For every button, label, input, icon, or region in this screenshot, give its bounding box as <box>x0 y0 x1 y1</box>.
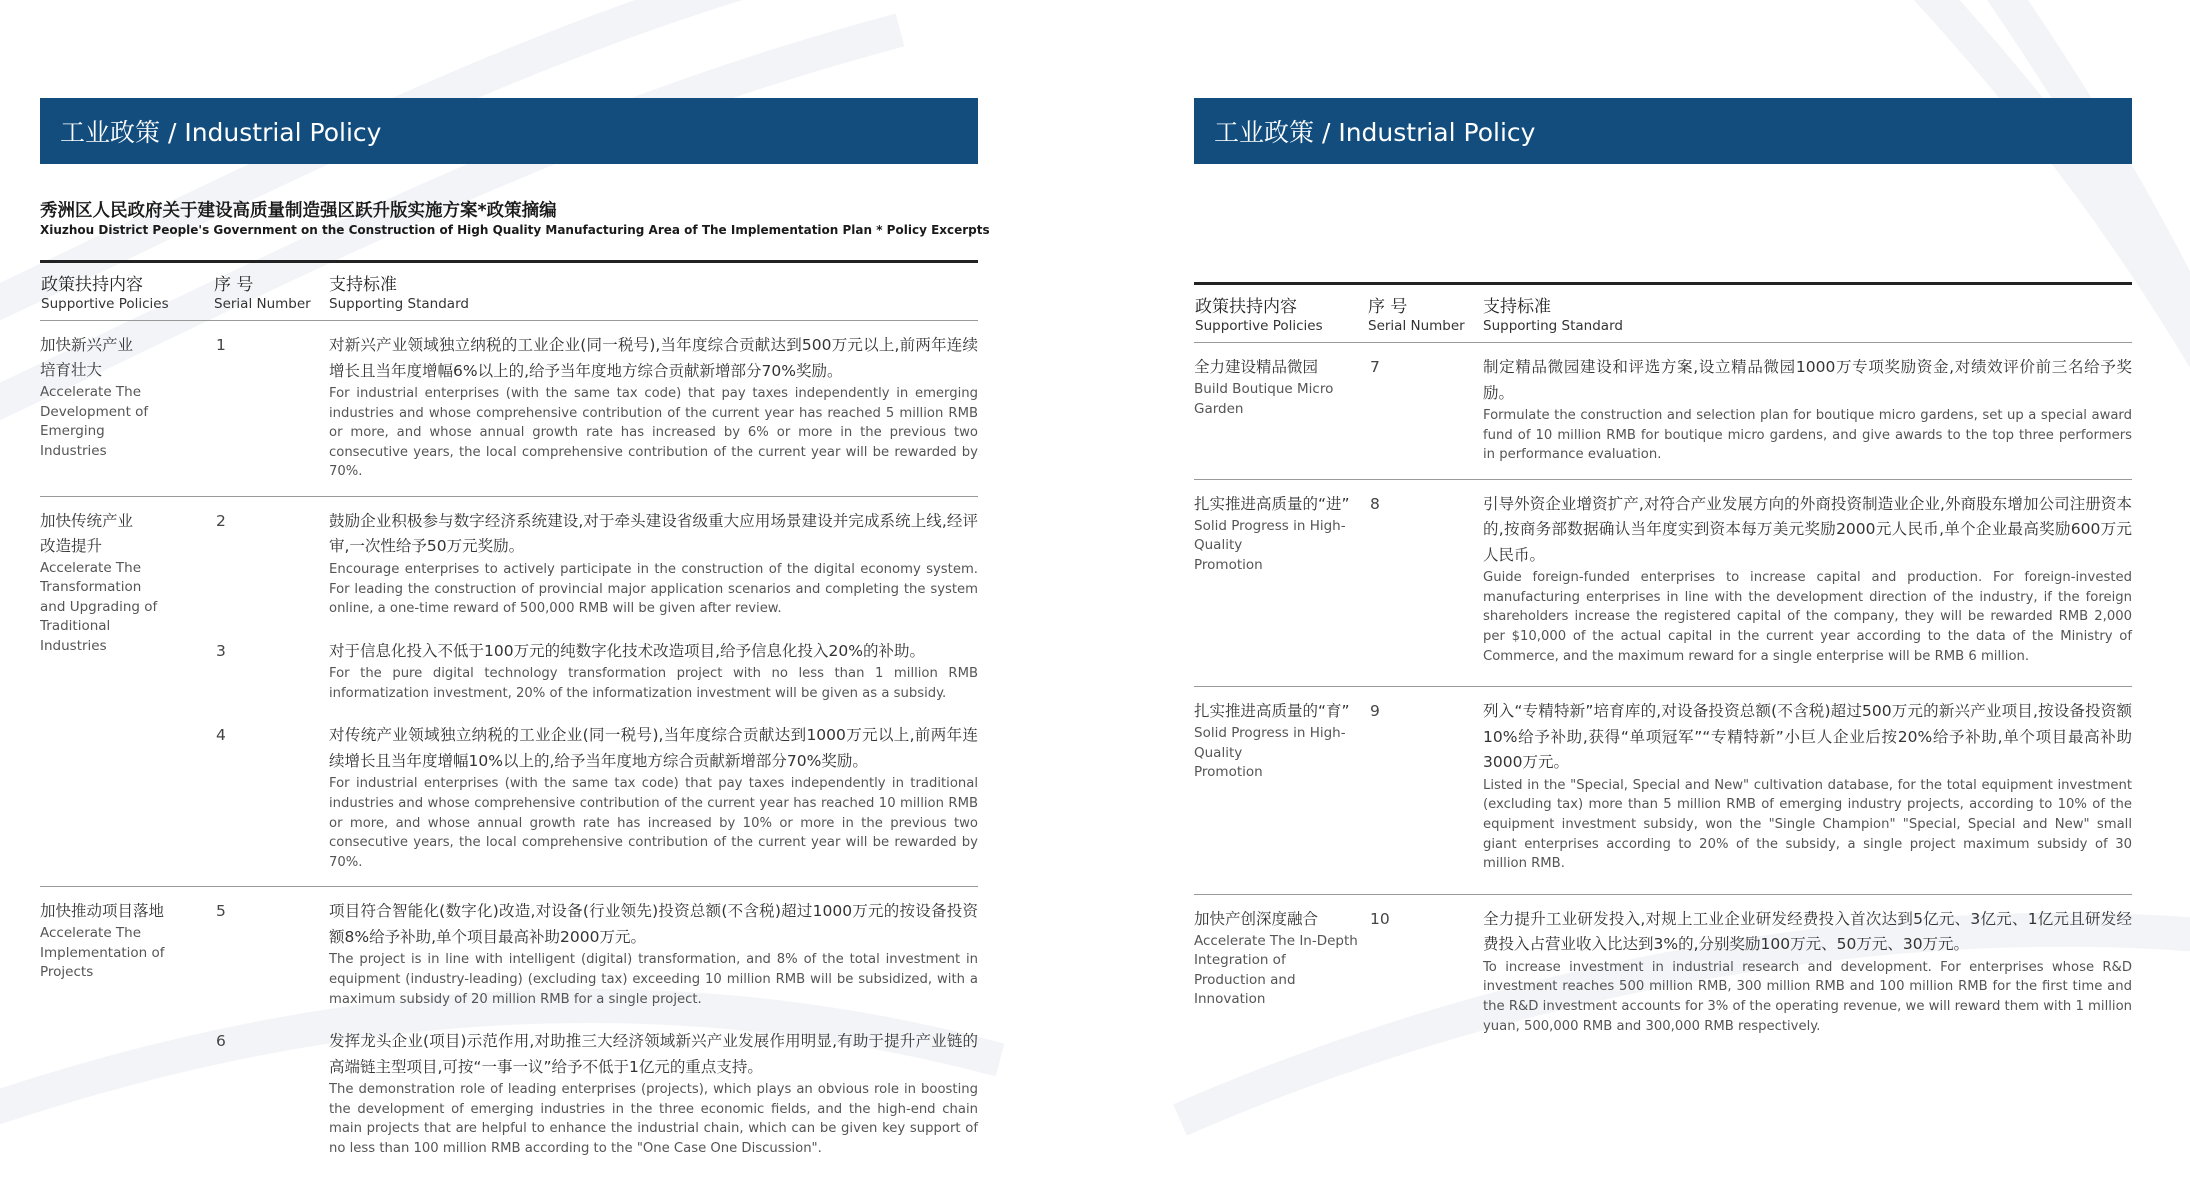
standard-text-cn: 对于信息化投入不低于100万元的纯数字化技术改造项目,给予信息化投入20%的补助。 <box>329 641 925 660</box>
left-page <box>40 98 990 1177</box>
table-header <box>1194 285 2132 343</box>
standard-text-cn: 鼓励企业积极参与数字经济系统建设,对于牵头建设省级重大应用场景建设并完成系统上线,经评审,一次性给予50万元奖励。 <box>329 511 978 556</box>
page-banner: 工业政策 / Industrial Policy <box>40 98 978 164</box>
standard-text-cn: 对传统产业领域独立纳税的工业企业(同一税号),当年度综合贡献达到1000万元以上,前两年连续增长且当年度增幅10%以上的,给予当年度地方综合贡献新增部分70%奖励。 <box>329 726 978 770</box>
serial-number: 7 <box>1370 358 1380 376</box>
standard-text-en: Guide foreign-funded enterprises to increase capital and production. For foreign-invested manufacturing enterprises in line with the development direction of the industry, if the foreign shareholders increase the registered capital of the company, they will be rewarded RMB 2,000 per $10,000 of the actual capital in the current year according to the data of the Ministry of Commerce, and the maximum reward for a single enterprise will be RMB 6 million. <box>1483 570 2132 664</box>
policy-item <box>214 887 978 1009</box>
policy-name-cn: 加快推动项目落地 <box>40 902 165 921</box>
policy-name-cn: 加快传统产业 改造提升 <box>40 511 134 555</box>
standard-text-en: To increase investment in industrial research and development. For enterprises whose R&D investment reaches 500 million RMB, 300 million RMB and 100 million RMB for the first time and the R&D investment accounts for 3% of the operating revenue, we will reward them with 1 million yuan, 500,000 RMB and 300,000 RMB respectively. <box>1483 959 2132 1034</box>
serial-number: 9 <box>1370 702 1380 721</box>
header-policy-en: Supportive Policies <box>41 296 169 312</box>
policy-group <box>1194 687 2132 894</box>
serial-number: 3 <box>216 641 226 660</box>
header-serial-en: Serial Number <box>214 296 311 312</box>
serial-number: 10 <box>1370 909 1390 928</box>
standard-text-cn: 列入“专精特新”培育库的,对设备投资总额(不含税)超过500万元的新兴产业项目,按设备投资额10%给予补助,获得“单项冠军”“专精特新”小巨人企业后按20%给予补助,单个项目最高补助3000万元。 <box>1483 702 2132 772</box>
policy-name-en: Accelerate The Development of Emerging Industries <box>40 384 149 459</box>
policy-group <box>40 321 978 497</box>
policy-item <box>214 703 978 872</box>
policy-group <box>1194 480 2132 687</box>
policy-item <box>1368 895 2132 1036</box>
header-standard-en: Supporting Standard <box>1483 318 1623 334</box>
policy-name-en: Solid Progress in High-Quality Promotion <box>1194 517 1346 573</box>
policy-name-cn: 全力建设精品微园 <box>1194 358 1319 376</box>
right-page <box>1194 98 2132 1050</box>
standard-text-cn: 对新兴产业领域独立纳税的工业企业(同一税号),当年度综合贡献达到500万元以上,前两年连续增长且当年度增幅6%以上的,给予当年度地方综合贡献新增部分70%奖励。 <box>329 336 978 380</box>
header-serial-cn: 序 号 <box>214 275 254 295</box>
policy-name-en: Accelerate The In-Depth Integration of Production and Innovation <box>1194 932 1358 1008</box>
standard-text-cn: 全力提升工业研发投入,对规上工业企业研发经费投入首次达到5亿元、3亿元、1亿元且研发经费投入占营业收入比达到3%的,分别奖励100万元、50万元、30万元。 <box>1483 909 2132 954</box>
serial-number: 2 <box>216 511 226 530</box>
policy-item <box>1368 480 2132 666</box>
standard-text-cn: 项目符合智能化(数字化)改造,对设备(行业领先)投资总额(不含税)超过1000万元的按设备投资额8%给予补助,单个项目最高补助2000万元。 <box>329 902 978 946</box>
policy-item <box>214 1009 978 1158</box>
policy-table-body <box>1194 343 2132 1050</box>
serial-number: 5 <box>216 902 226 921</box>
policy-item <box>214 497 978 619</box>
serial-number: 8 <box>1370 494 1380 513</box>
serial-number: 4 <box>216 726 226 745</box>
header-standard-cn: 支持标准 <box>329 275 397 295</box>
header-standard-cn: 支持标准 <box>1483 297 1551 317</box>
policy-name-cn: 加快新兴产业 培育壮大 <box>40 336 134 379</box>
policy-item <box>214 321 978 482</box>
standard-text-en: Listed in the "Special, Special and New" cultivation database, for the total equipment investment (excluding tax) more than 5 million RMB of emerging industry projects, according to 10% of the equipment investment subsidy, won the "Single Champion" "Special, Special and New" small giant enterprises according to 20% of the subsidy, a single project maximum subsidy of 30 million RMB. <box>1483 777 2132 872</box>
policy-group <box>40 497 978 887</box>
policy-name-en: Solid Progress in High-Quality Promotion <box>1194 725 1346 781</box>
standard-text-cn: 发挥龙头企业(项目)示范作用,对助推三大经济领域新兴产业发展作用明显,有助于提升产业链的高端链主型项目,可按“一事一议”给予不低于1亿元的重点支持。 <box>329 1032 978 1076</box>
policy-item <box>1368 343 2132 465</box>
standard-text-en: For industrial enterprises (with the same tax code) that pay taxes independently in emerging industries and whose comprehensive contribution of the current year has reached 5 million RMB or more, and whose annual growth rate has increased by 6% or more in the previous two consecutive years, the local comprehensive contribution of the current year will be rewarded by 70%. <box>329 386 978 480</box>
policy-name-en: Accelerate The Transformation and Upgrading of Traditional Industries <box>40 559 158 654</box>
standard-text-en: The project is in line with intelligent (digital) transformation, and 8% of the total investment in equipment (industry-leading) (excluding tax) exceeding 10 million RMB will be subsidized, with a maximum subsidy of 20 million RMB for a single project. <box>329 952 978 1007</box>
policy-name-cn: 扎实推进高质量的“进” <box>1194 494 1350 513</box>
standard-text-cn: 引导外资企业增资扩产,对符合产业发展方向的外商投资制造业企业,外商股东增加公司注册资本的,按商务部数据确认当年度实到资本每万美元奖励2000元人民币,单个企业最高奖励600万元人民币。 <box>1483 494 2132 564</box>
header-policy-cn: 政策扶持内容 <box>1195 297 1297 317</box>
standard-text-cn: 制定精品微园建设和评选方案,设立精品微园1000万专项奖励资金,对绩效评价前三名给予奖励。 <box>1483 358 2132 402</box>
page-banner: 工业政策 / Industrial Policy <box>1194 98 2132 164</box>
standard-text-en: Encourage enterprises to actively participate in the construction of the digital economy system. For leading the construction of provincial major application scenarios and completing the system online, a one-time reward of 500,000 RMB will be given after review. <box>329 561 978 617</box>
policy-name-en: Accelerate The Implementation of Projects <box>40 925 165 981</box>
header-policy-cn: 政策扶持内容 <box>41 275 143 295</box>
policy-group <box>40 887 978 1176</box>
policy-item <box>214 619 978 704</box>
header-standard-en: Supporting Standard <box>329 296 469 312</box>
serial-number: 1 <box>216 336 226 354</box>
document-title-en: Xiuzhou District People's Government on the Construction of High Quality Manufacturing Area of The Implementation Plan * Policy Excerpts <box>40 223 990 237</box>
standard-text-en: For the pure digital technology transformation project with no less than 1 million RMB informatization investment, 20% of the informatization investment will be given as a subsidy. <box>329 666 978 701</box>
policy-name-en: Build Boutique Micro Garden <box>1194 381 1334 417</box>
policy-name-cn: 扎实推进高质量的“育” <box>1194 702 1350 721</box>
policy-name-cn: 加快产创深度融合 <box>1194 909 1319 928</box>
serial-number: 6 <box>216 1032 226 1051</box>
document-title <box>40 200 990 238</box>
table-header <box>40 263 978 321</box>
policy-group <box>1194 343 2132 480</box>
policy-table-body <box>40 321 978 1177</box>
document-title-cn: 秀洲区人民政府关于建设高质量制造强区跃升版实施方案*政策摘编 <box>40 201 557 221</box>
standard-text-en: For industrial enterprises (with the same tax code) that pay taxes independently in traditional industries and whose comprehensive contribution of the current year has reached 10 million RMB or more, and whose annual growth rate has increased by 10% or more in the previous two consecutive years, the local comprehensive contribution of the current year will be rewarded by 70%. <box>329 776 978 870</box>
policy-group <box>1194 895 2132 1050</box>
header-policy-en: Supportive Policies <box>1195 318 1323 334</box>
header-serial-cn: 序 号 <box>1368 297 1408 317</box>
header-serial-en: Serial Number <box>1368 318 1465 334</box>
standard-text-en: Formulate the construction and selection plan for boutique micro gardens, set up a special award fund of 10 million RMB for boutique micro gardens, and give awards to the top three performers in performance evaluation. <box>1483 408 2132 463</box>
policy-item <box>1368 687 2132 873</box>
standard-text-en: The demonstration role of leading enterprises (projects), which plays an obvious role in boosting the development of emerging industries in the three economic fields, and the high-end chain main projects that are helpful to enhance the industrial chain, which can be given key support of no less than 100 million RMB according to the "One Case One Discussion". <box>329 1082 978 1156</box>
